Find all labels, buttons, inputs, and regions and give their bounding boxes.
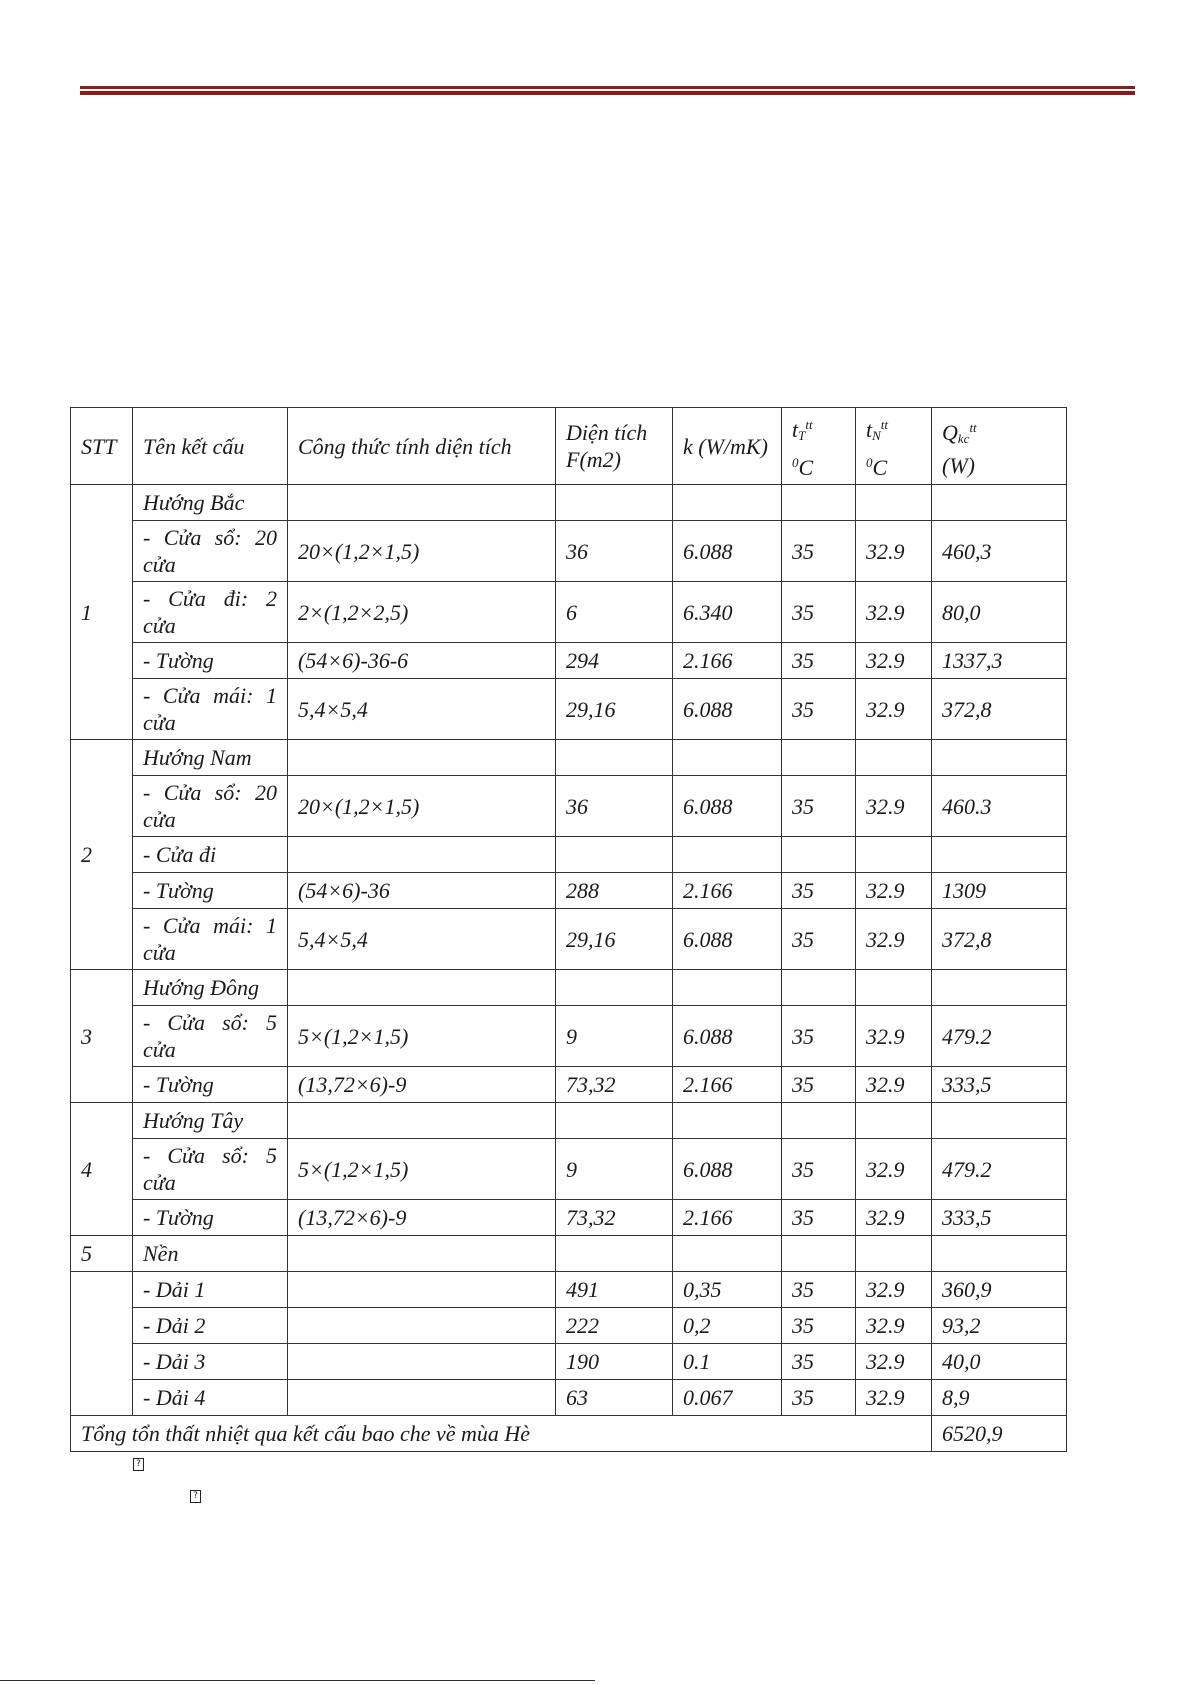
cell-k: 6.088 — [673, 909, 782, 970]
table-header-row — [71, 408, 1067, 485]
footer-rule — [0, 1680, 595, 1681]
cell-tt: 35 — [782, 1344, 856, 1380]
cell-area: 491 — [556, 1272, 673, 1308]
cell-tt: 35 — [782, 1272, 856, 1308]
cell-k: 6.088 — [673, 1006, 782, 1067]
cell-tt: 35 — [782, 776, 856, 837]
table-row — [71, 873, 1067, 909]
cell-q: 460.3 — [932, 776, 1067, 837]
cell-tn — [856, 837, 932, 873]
cell-k: 0.1 — [673, 1344, 782, 1380]
cell-area: 6 — [556, 582, 673, 643]
empty-cell — [782, 1236, 856, 1272]
empty-cell — [556, 1236, 673, 1272]
cell-q: 8,9 — [932, 1380, 1067, 1416]
empty-cell — [856, 1103, 932, 1139]
cell-formula: 5,4×5,4 — [288, 679, 556, 740]
cell-formula — [288, 1272, 556, 1308]
cell-k: 2.166 — [673, 1200, 782, 1236]
empty-cell — [856, 970, 932, 1006]
cell-formula: (54×6)-36 — [288, 873, 556, 909]
cell-tn: 32.9 — [856, 1344, 932, 1380]
cell-name: - Tường — [133, 1200, 288, 1236]
cell-k: 6.088 — [673, 1139, 782, 1200]
group-heading: Hướng Bắc — [133, 485, 288, 521]
empty-cell — [288, 970, 556, 1006]
group-heading: Hướng Đông — [133, 970, 288, 1006]
empty-cell — [932, 485, 1067, 521]
cell-q: 372,8 — [932, 909, 1067, 970]
table-row — [71, 1067, 1067, 1103]
cell-k: 2.166 — [673, 643, 782, 679]
cell-area: 73,32 — [556, 1067, 673, 1103]
cell-tt — [782, 837, 856, 873]
empty-cell — [782, 970, 856, 1006]
missing-glyph-icon: ? — [190, 1490, 201, 1503]
empty-cell — [782, 1103, 856, 1139]
cell-formula: 20×(1,2×1,5) — [288, 521, 556, 582]
header-rule — [80, 86, 1135, 95]
col-header-t-outside: $t_N^{tt}$ $^0$C — [856, 408, 932, 485]
cell-k: 2.166 — [673, 1067, 782, 1103]
cell-q: 40,0 — [932, 1344, 1067, 1380]
cell-area: 294 — [556, 643, 673, 679]
cell-area: 190 — [556, 1344, 673, 1380]
cell-q: 360,9 — [932, 1272, 1067, 1308]
col-header-stt: STT — [71, 408, 133, 485]
cell-tn: 32.9 — [856, 582, 932, 643]
table-row — [71, 1380, 1067, 1416]
missing-glyph-icon: ? — [133, 1458, 144, 1471]
cell-tt: 35 — [782, 1139, 856, 1200]
group-heading: Nền — [133, 1236, 288, 1272]
cell-k — [673, 837, 782, 873]
table-row — [71, 1272, 1067, 1308]
cell-area: 36 — [556, 776, 673, 837]
col-header-q: $Q_{kc}^{tt}$ (W) — [932, 408, 1067, 485]
cell-formula: (13,72×6)-9 — [288, 1067, 556, 1103]
cell-formula — [288, 1344, 556, 1380]
cell-tn: 32.9 — [856, 1067, 932, 1103]
cell-tt: 35 — [782, 1380, 856, 1416]
table-row — [71, 776, 1067, 837]
cell-formula: 5×(1,2×1,5) — [288, 1139, 556, 1200]
cell-tn: 32.9 — [856, 1139, 932, 1200]
col-header-area: Diện tích F(m2) — [556, 408, 673, 485]
cell-tt: 35 — [782, 521, 856, 582]
empty-cell — [856, 485, 932, 521]
cell-tn: 32.9 — [856, 1200, 932, 1236]
cell-k: 0,35 — [673, 1272, 782, 1308]
empty-cell — [932, 1236, 1067, 1272]
cell-q — [932, 837, 1067, 873]
cell-name: - Cửa sổ: 5 cửa — [133, 1006, 288, 1067]
cell-tn: 32.9 — [856, 873, 932, 909]
cell-area: 73,32 — [556, 1200, 673, 1236]
empty-cell — [673, 1103, 782, 1139]
cell-formula: 5,4×5,4 — [288, 909, 556, 970]
table-row — [71, 1236, 1067, 1272]
cell-q: 93,2 — [932, 1308, 1067, 1344]
col-header-name: Tên kết cấu — [133, 408, 288, 485]
cell-area: 63 — [556, 1380, 673, 1416]
empty-cell — [556, 1103, 673, 1139]
table-row — [71, 679, 1067, 740]
cell-tn: 32.9 — [856, 1308, 932, 1344]
empty-cell — [288, 485, 556, 521]
cell-tt: 35 — [782, 873, 856, 909]
empty-cell — [673, 1236, 782, 1272]
table-row — [71, 582, 1067, 643]
cell-tt: 35 — [782, 1067, 856, 1103]
group-heading: Hướng Nam — [133, 740, 288, 776]
cell-tt: 35 — [782, 1006, 856, 1067]
empty-cell — [782, 740, 856, 776]
empty-cell — [556, 740, 673, 776]
cell-formula: 5×(1,2×1,5) — [288, 1006, 556, 1067]
cell-name: - Cửa sổ: 20 cửa — [133, 521, 288, 582]
empty-cell — [673, 485, 782, 521]
group-heading: Hướng Tây — [133, 1103, 288, 1139]
empty-cell — [856, 1236, 932, 1272]
cell-q: 479.2 — [932, 1139, 1067, 1200]
cell-name: - Cửa sổ: 5 cửa — [133, 1139, 288, 1200]
cell-k: 2.166 — [673, 873, 782, 909]
cell-k: 0.067 — [673, 1380, 782, 1416]
stt-cell: 4 — [71, 1103, 133, 1236]
stt-cell: 5 — [71, 1236, 133, 1272]
table-row — [71, 837, 1067, 873]
cell-tn: 32.9 — [856, 776, 932, 837]
cell-area: 9 — [556, 1139, 673, 1200]
table-row — [71, 1200, 1067, 1236]
cell-q: 333,5 — [932, 1200, 1067, 1236]
empty-cell — [856, 740, 932, 776]
cell-formula: 2×(1,2×2,5) — [288, 582, 556, 643]
empty-cell — [288, 1236, 556, 1272]
cell-name: - Cửa mái: 1 cửa — [133, 679, 288, 740]
table-row — [71, 740, 1067, 776]
cell-area: 29,16 — [556, 679, 673, 740]
cell-name: - Cửa đi: 2 cửa — [133, 582, 288, 643]
cell-name: - Tường — [133, 873, 288, 909]
cell-k: 6.340 — [673, 582, 782, 643]
cell-formula: (13,72×6)-9 — [288, 1200, 556, 1236]
cell-name: - Dải 3 — [133, 1344, 288, 1380]
cell-tn: 32.9 — [856, 679, 932, 740]
cell-k: 6.088 — [673, 521, 782, 582]
cell-area: 9 — [556, 1006, 673, 1067]
cell-name: - Dải 2 — [133, 1308, 288, 1344]
cell-q: 479.2 — [932, 1006, 1067, 1067]
cell-tn: 32.9 — [856, 643, 932, 679]
cell-tn: 32.9 — [856, 521, 932, 582]
table-row — [71, 521, 1067, 582]
cell-q: 460,3 — [932, 521, 1067, 582]
cell-formula — [288, 1380, 556, 1416]
table-row — [71, 1344, 1067, 1380]
heat-loss-table — [70, 407, 1067, 1452]
cell-tt: 35 — [782, 582, 856, 643]
cell-formula: (54×6)-36-6 — [288, 643, 556, 679]
cell-area: 29,16 — [556, 909, 673, 970]
col-header-formula: Công thức tính diện tích — [288, 408, 556, 485]
cell-name: - Tường — [133, 643, 288, 679]
cell-name: - Dải 4 — [133, 1380, 288, 1416]
cell-name: - Cửa mái: 1 cửa — [133, 909, 288, 970]
cell-tt: 35 — [782, 679, 856, 740]
empty-cell — [932, 1103, 1067, 1139]
table-row — [71, 643, 1067, 679]
cell-k: 0,2 — [673, 1308, 782, 1344]
cell-area: 288 — [556, 873, 673, 909]
cell-formula: 20×(1,2×1,5) — [288, 776, 556, 837]
cell-name: - Tường — [133, 1067, 288, 1103]
cell-name: - Cửa đi — [133, 837, 288, 873]
cell-name: - Cửa sổ: 20 cửa — [133, 776, 288, 837]
cell-tn: 32.9 — [856, 1380, 932, 1416]
stt-cell: 2 — [71, 740, 133, 970]
cell-formula — [288, 1308, 556, 1344]
cell-tn: 32.9 — [856, 909, 932, 970]
cell-area — [556, 837, 673, 873]
total-row — [71, 1416, 1067, 1452]
cell-area: 36 — [556, 521, 673, 582]
cell-q: 1309 — [932, 873, 1067, 909]
cell-formula — [288, 837, 556, 873]
cell-q: 372,8 — [932, 679, 1067, 740]
cell-tt: 35 — [782, 1308, 856, 1344]
empty-cell — [288, 740, 556, 776]
empty-cell — [673, 970, 782, 1006]
cell-q: 333,5 — [932, 1067, 1067, 1103]
table-row — [71, 1308, 1067, 1344]
total-label: Tổng tổn thất nhiệt qua kết cấu bao che về mùa Hè — [71, 1416, 932, 1452]
empty-cell — [288, 1103, 556, 1139]
stt-cell: 1 — [71, 485, 133, 740]
empty-cell — [673, 740, 782, 776]
empty-cell — [556, 970, 673, 1006]
cell-q: 1337,3 — [932, 643, 1067, 679]
cell-tn: 32.9 — [856, 1272, 932, 1308]
table-row — [71, 970, 1067, 1006]
cell-tt: 35 — [782, 643, 856, 679]
cell-k: 6.088 — [673, 776, 782, 837]
col-header-t-inside: $t_T^{tt}$ $^0$C — [782, 408, 856, 485]
empty-cell — [782, 485, 856, 521]
table-row — [71, 485, 1067, 521]
cell-name: - Dải 1 — [133, 1272, 288, 1308]
table-row — [71, 1103, 1067, 1139]
cell-q: 80,0 — [932, 582, 1067, 643]
empty-cell — [932, 740, 1067, 776]
cell-tt: 35 — [782, 1200, 856, 1236]
cell-tt: 35 — [782, 909, 856, 970]
table-row — [71, 1006, 1067, 1067]
col-header-k: k (W/mK) — [673, 408, 782, 485]
table-row — [71, 1139, 1067, 1200]
cell-tn: 32.9 — [856, 1006, 932, 1067]
total-value: 6520,9 — [932, 1416, 1067, 1452]
stt-cell — [71, 1272, 133, 1416]
cell-k: 6.088 — [673, 679, 782, 740]
table-row — [71, 909, 1067, 970]
empty-cell — [556, 485, 673, 521]
stt-cell: 3 — [71, 970, 133, 1103]
empty-cell — [932, 970, 1067, 1006]
cell-area: 222 — [556, 1308, 673, 1344]
